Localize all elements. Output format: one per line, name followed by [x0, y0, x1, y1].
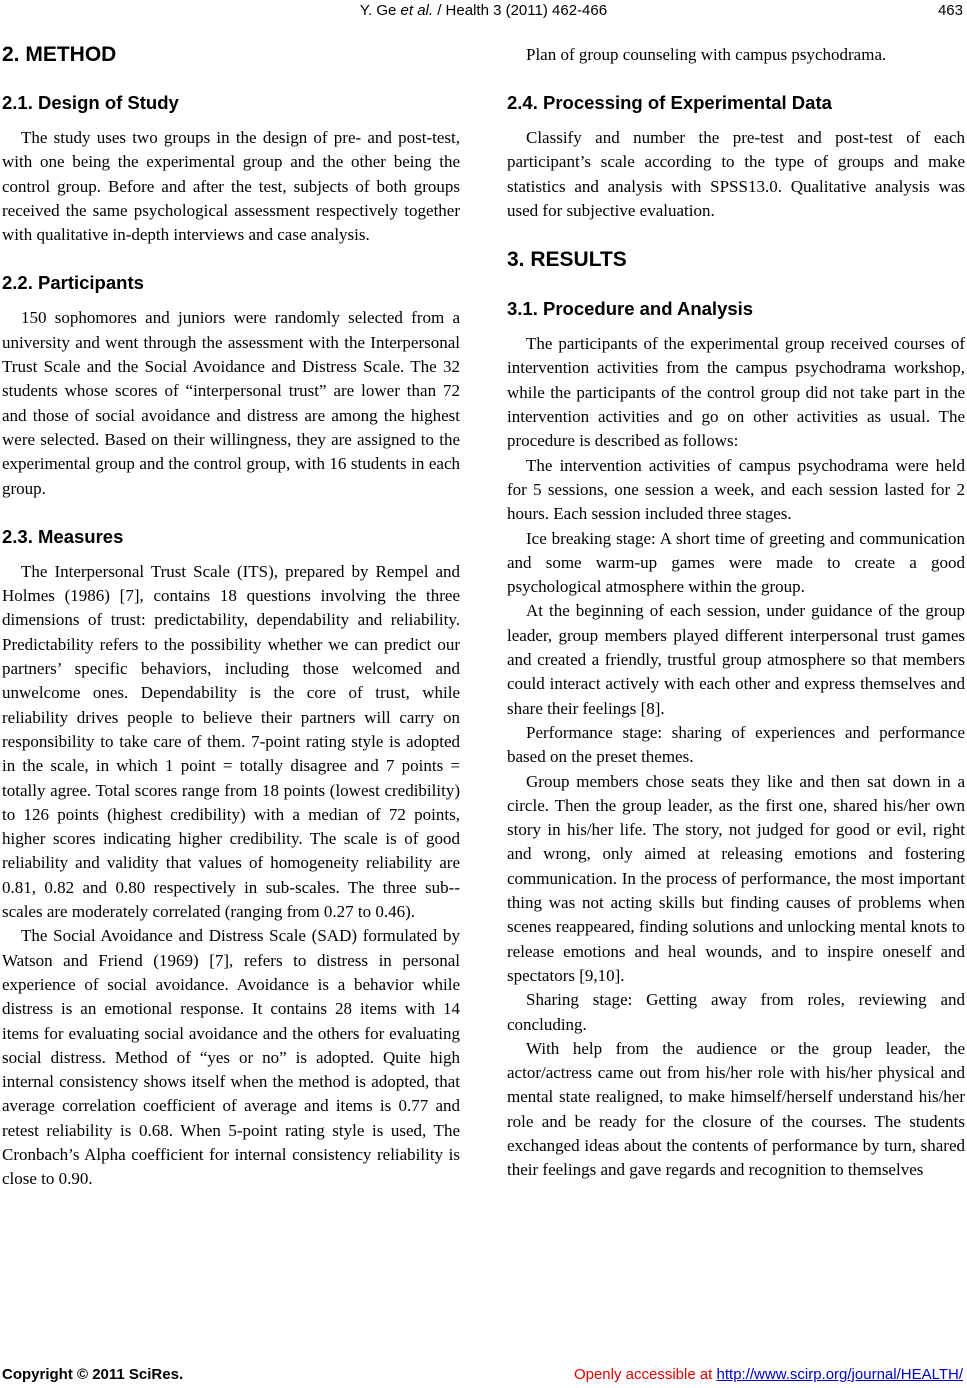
subsection-heading-procedure: 3.1. Procedure and Analysis [507, 298, 754, 320]
open-access-label: Openly accessible at [573, 1366, 717, 1383]
paragraph-procedure-7: Sharing stage: Getting away from roles, reviewing and concluding. [507, 990, 965, 1034]
paragraph-measures-its: The Interpersonal Trust Scale (ITS), prepared by Rempel and Holmes (1986) [7], contains 18 questions involving the three dimensions of trust: predictability, dependability and reliability. Predictability refers to the possibility whether we can predict our partners’ specific behaviors, including those welcomed and unwelcome ones. Dependability is the core of trust, while reliability drives people to believe their partners will carry on responsibility to take care of them. 7-point rating style is adopted in the scale, in which 1 point = totally disagree and 7 points = totally agree. Total scores range from 18 points (lowest credibility) to 126 points (highest credibility) with a median of 72 points, higher scores indicating higher credibility. The scale is of good reliability and validity that values of homogeneity reliability are 0.81, 0.82 and 0.80 respectively in sub-scales. The three sub--scales are moderately correlated (ranging from 0.27 to 0.46). [2, 561, 460, 922]
header-citation [0, 2, 967, 19]
paragraph-procedure-6: Group members chose seats they like and then sat down in a circle. Then the group leader, as the first one, shared his/her own story in his/her life. The story, not judged for good or evil, right and wrong, only aimed at releasing emotions and fostering communication. In the process of performance, the most important thing was not acting skills but finding causes of problems when scenes reappeared, finding solutions and unlocking mental knots to release emotions and heal wounds, and to inspire oneself and spectators [9,10]. [507, 771, 965, 985]
open-access-note [574, 1366, 963, 1383]
page-number: 463 [937, 2, 963, 19]
header-authors: Y. Ge [359, 2, 397, 19]
running-header [0, 0, 967, 22]
header-etal: et al. [400, 2, 434, 19]
paragraph-procedure-4: At the beginning of each session, under guidance of the group leader, group members played different interpersonal trust games and created a friendly, trustful group atmosphere so that members could interact actively with each other and express themselves and share their feelings [8]. [507, 601, 965, 718]
right-column [507, 40, 965, 1183]
section-heading-results: 3. RESULTS [507, 248, 627, 272]
paragraph-procedure-3: Ice breaking stage: A short time of greeting and communication and some warm-up games were made to create a good psychological atmosphere within the group. [507, 528, 965, 597]
paragraph-procedure-1: The participants of the experimental group received courses of intervention activities from the campus psychodrama workshop, while the participants of the control group did not take part in the intervention activities and go on other activities as usual. The procedure is described as follows: [507, 334, 965, 451]
paragraph-procedure-2: The intervention activities of campus psychodrama were held for 5 sessions, one session a week, and each session lasted for 2 hours. Each session included three stages. [507, 455, 965, 524]
subsection-heading-measures: 2.3. Measures [2, 525, 124, 547]
subsection-heading-participants: 2.2. Participants [2, 272, 144, 294]
journal-link[interactable]: http://www.scirp.org/journal/HEALTH/ [716, 1366, 963, 1383]
header-journal: / Health 3 (2011) 462-466 [437, 2, 608, 19]
subsection-heading-processing: 2.4. Processing of Experimental Data [507, 92, 832, 113]
paragraph-plan: Plan of group counseling with campus psychodrama. [526, 45, 887, 64]
left-column [2, 40, 460, 1192]
section-heading-method: 2. METHOD [2, 43, 117, 66]
paragraph-procedure-5: Performance stage: sharing of experiences and performance based on the preset themes. [507, 722, 965, 767]
subsection-heading-design: 2.1. Design of Study [2, 92, 179, 113]
copyright: Copyright © 2011 SciRes. [2, 1366, 184, 1383]
paragraph-design: The study uses two groups in the design of pre- and post-test, with one being the experimental group and the other being the control group. Before and after the test, subjects of both groups received the same psychological assessment respectively together with qualitative in-depth interviews and case analysis. [2, 128, 460, 245]
paragraph-measures-sad: The Social Avoidance and Distress Scale (SAD) formulated by Watson and Friend (1969) [7], refers to distress in personal experience of social avoidance. Avoidance is a behavior while distress is an emotional response. It contains 28 items with 14 items for evaluating social avoidance and the others for evaluating social distress. Method of “yes or no” is adopted. Quite high internal consistency shows itself when the method is adopted, that average correlation coefficient of average and items is 0.77 and retest reliability is 0.68. When 5-point rating style is used, The Cronbach’s Alpha coefficient for internal consistency reliability is close to 0.90. [2, 926, 460, 1189]
paragraph-processing: Classify and number the pre-test and post-test of each participant’s scale according to the type of groups and make statistics and analysis with SPSS13.0. Qualitative analysis was used for subjective evaluation. [507, 128, 965, 220]
paragraph-participants: 150 sophomores and juniors were randomly selected from a university and went through the assessment with the Interpersonal Trust Scale and the Social Avoidance and Distress Scale. The 32 students whose scores of “interpersonal trust” are lower than 72 and those of social avoidance and distress are among the highest were selected. Based on their willingness, they are assigned to the experimental group and the control group, with 16 students in each group. [2, 308, 460, 498]
paragraph-procedure-8: With help from the audience or the group leader, the actor/actress came out from his/her role with his/her physical and mental state realigned, to make himself/herself understand his/her role and be ready for the closure of the courses. The students exchanged ideas about the contents of performance by turn, shared their feelings and gave regards and recognition to themselves [507, 1038, 965, 1180]
